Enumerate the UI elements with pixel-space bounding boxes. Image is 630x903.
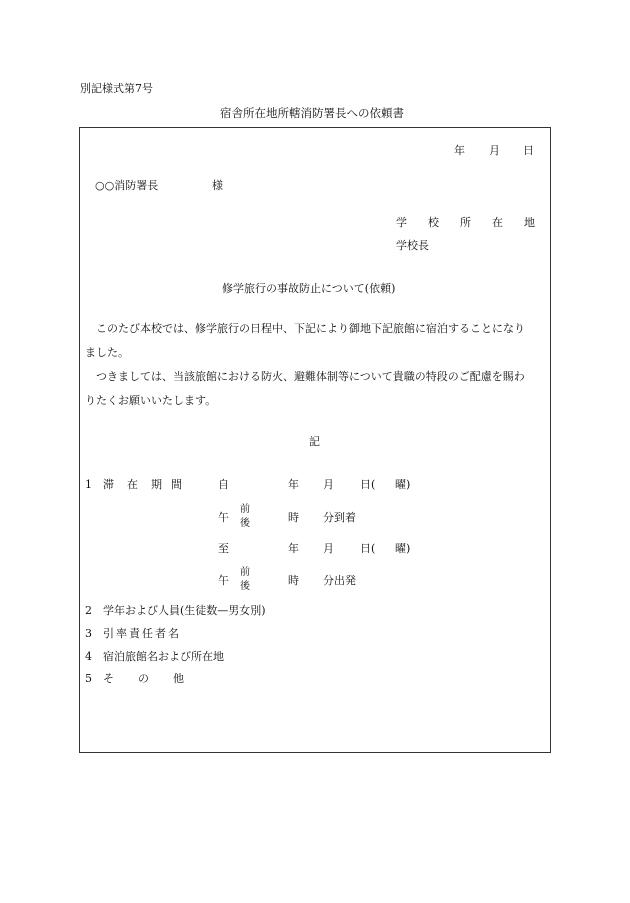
item2-number: 2 [85,604,92,617]
body-line: このたび本校では、修学旅行の日程中、下記により御地下記旅館に宿泊することになり [96,322,525,335]
item5-label-char: の [138,672,149,685]
document-title: 宿舎所在地所轄消防署長への依頼書 [220,106,404,120]
body-line: りたくお願いいたします。 [85,394,217,407]
item5-label-char: 他 [173,672,184,685]
sender-char: 学 [396,216,407,229]
item1-number: 1 [85,478,92,491]
departure-go: 午 [218,574,229,587]
body-line: つきましては、当該旅館における防火、避難体制等について貴職の特段のご配慮を賜わ [96,370,525,383]
arrival-zen: 前 [240,504,250,515]
arrival-min: 分到着 [323,511,356,524]
from-weekday: 曜) [395,478,411,491]
item3-number: 3 [85,627,92,640]
departure-hour: 時 [288,574,299,587]
item1-label-char: 滞 [103,478,114,491]
date-year: 年 [454,144,465,157]
sender-char: 校 [428,216,439,229]
date-day: 日 [523,144,534,157]
item1-label-char: 間 [171,478,182,491]
item1-label-char: 期 [151,478,162,491]
to-weekday: 曜) [395,542,411,555]
item2-label: 学年および人員(生徒数—男女別) [103,604,266,617]
to-month: 月 [323,542,334,555]
departure-min: 分出発 [323,574,356,587]
sender-char: 在 [492,216,503,229]
to-year: 年 [288,542,299,555]
departure-zen: 前 [240,567,250,578]
from-month: 月 [323,478,334,491]
date-month: 月 [489,144,500,157]
item4-label: 宿泊旅館名および所在地 [103,650,224,663]
arrival-go: 午 [218,511,229,524]
to-day: 日( [360,542,376,555]
addressee-honorific: 様 [212,179,223,192]
from-year: 年 [288,478,299,491]
subject-line: 修学旅行の事故防止について(依頼) [222,282,396,295]
item3-label: 引率責任者名 [103,627,181,640]
from-ji: 自 [218,478,229,491]
item5-number: 5 [85,672,92,685]
sender-principal: 学校長 [396,239,429,252]
form-number: 別記様式第7号 [80,82,153,95]
body-line: ました。 [85,346,129,359]
from-day: 日( [360,478,376,491]
item4-number: 4 [85,650,92,663]
item1-label-char: 在 [127,478,138,491]
sender-char: 所 [460,216,471,229]
addressee-name: ○○消防署長 [95,179,159,192]
sender-char: 地 [524,216,535,229]
arrival-hour: 時 [288,511,299,524]
item5-label-char: そ [103,672,114,685]
to-ji: 至 [218,542,229,555]
departure-ato: 後 [240,581,250,592]
ki-heading: 記 [309,435,320,448]
arrival-ato: 後 [240,518,250,529]
